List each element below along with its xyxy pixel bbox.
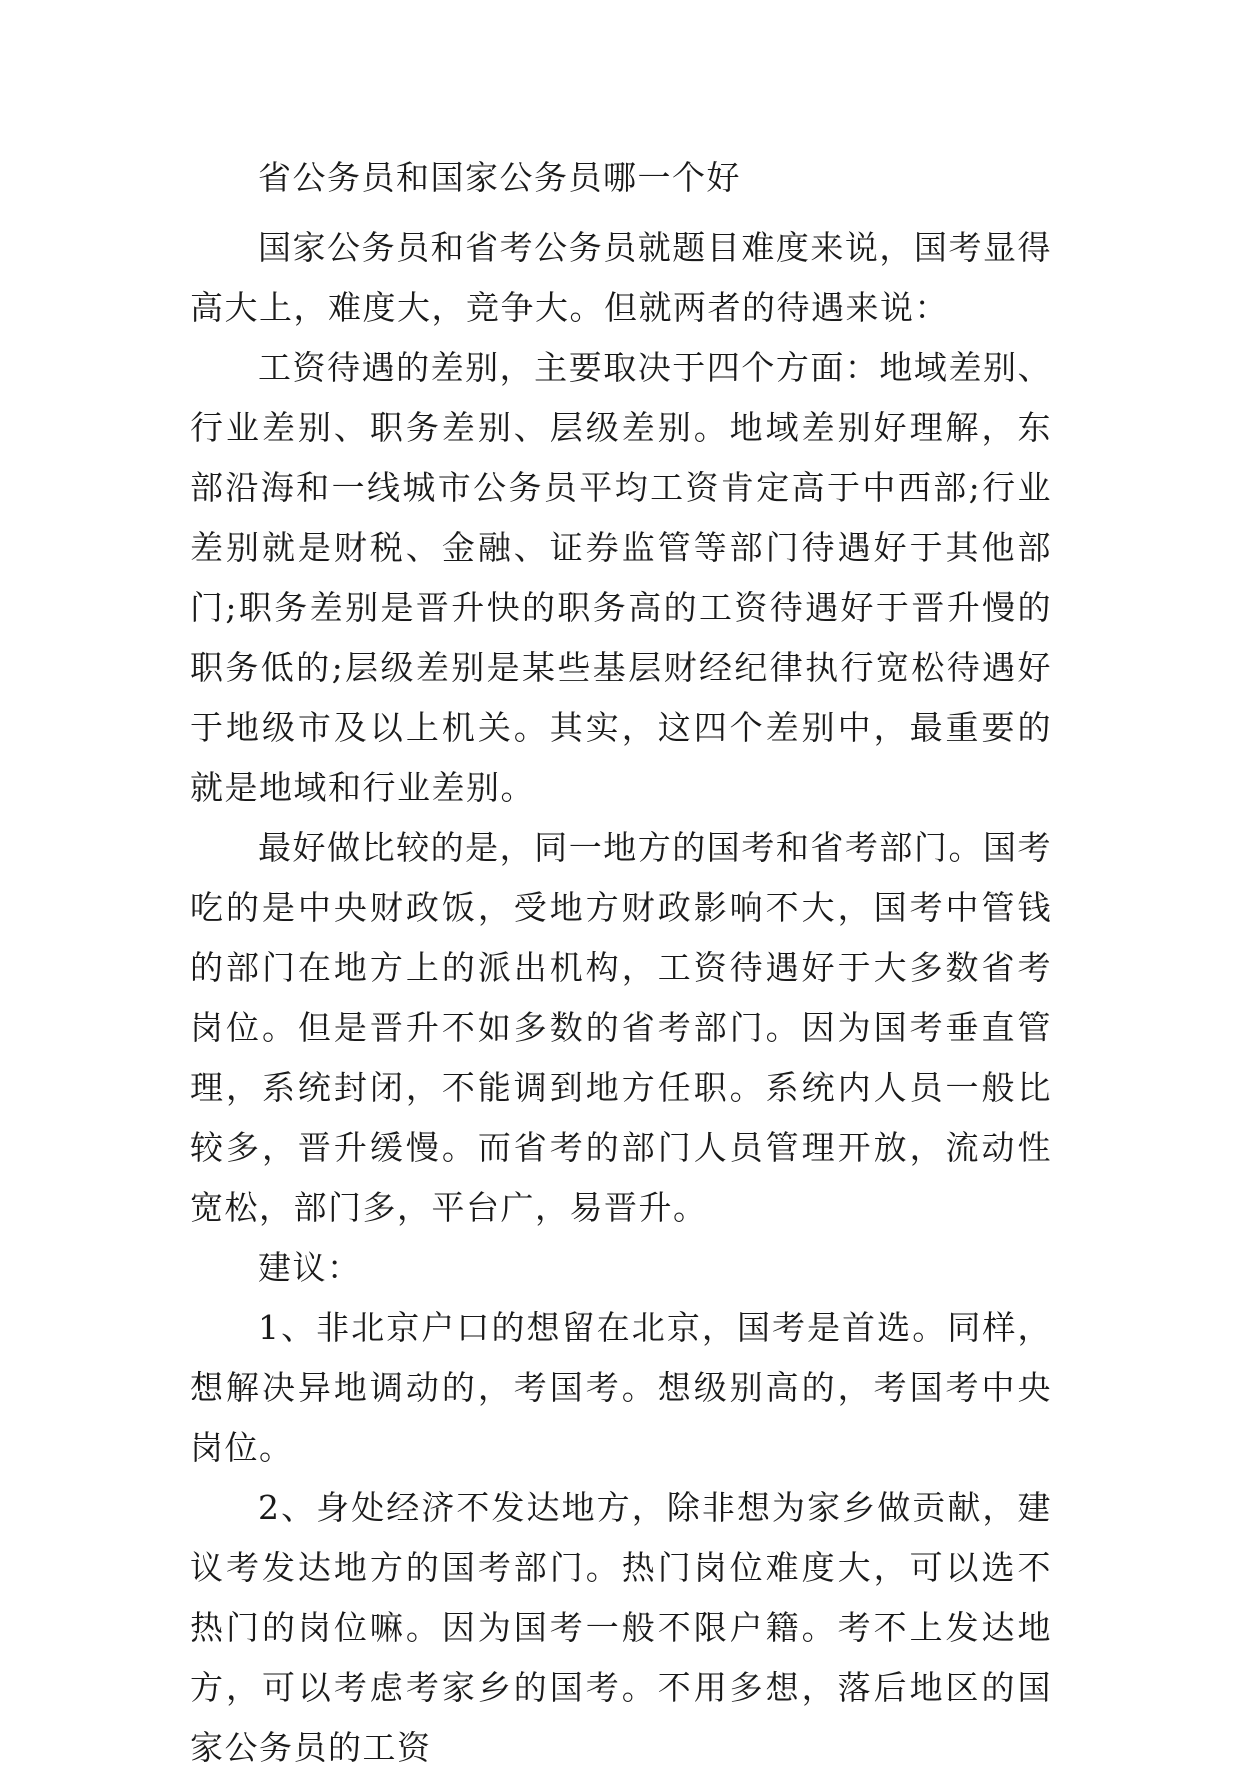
paragraph-suggestion-1: 1、非北京户口的想留在北京，国考是首选。同样，想解决异地调动的，考国考。想级别高的，考国考中央岗位。	[190, 1308, 1052, 1467]
paragraph-suggestion-2: 2、身处经济不发达地方，除非想为家乡做贡献，建议考发达地方的国考部门。热门岗位难度大，可以选不热门的岗位嘛。因为国考一般不限户籍。考不上发达地方，可以考虑考家乡的国考。不用多想，落后地区的国家公务员的工资	[190, 1488, 1052, 1767]
document-page	[190, 148, 1052, 1778]
paragraph-suggestion-heading: 建议：	[258, 1248, 362, 1287]
paragraph-comparison: 最好做比较的是，同一地方的国考和省考部门。国考吃的是中央财政饭，受地方财政影响不大，国考中管钱的部门在地方上的派出机构，工资待遇好于大多数省考岗位。但是晋升不如多数的省考部门。因为国考垂直管理，系统封闭，不能调到地方任职。系统内人员一般比较多，晋升缓慢。而省考的部门人员管理开放，流动性宽松，部门多，平台广，易晋升。	[190, 828, 1052, 1227]
paragraph-intro: 国家公务员和省考公务员就题目难度来说，国考显得高大上，难度大，竞争大。但就两者的待遇来说：	[190, 228, 1052, 327]
paragraph-salary-differences: 工资待遇的差别，主要取决于四个方面：地域差别、行业差别、职务差别、层级差别。地域差别好理解，东部沿海和一线城市公务员平均工资肯定高于中西部;行业差别就是财税、金融、证券监管等部门待遇好于其他部门;职务差别是晋升快的职务高的工资待遇好于晋升慢的职务低的;层级差别是某些基层财经纪律执行宽松待遇好于地级市及以上机关。其实，这四个差别中，最重要的就是地域和行业差别。	[190, 348, 1052, 807]
document-title: 省公务员和国家公务员哪一个好	[258, 158, 741, 197]
